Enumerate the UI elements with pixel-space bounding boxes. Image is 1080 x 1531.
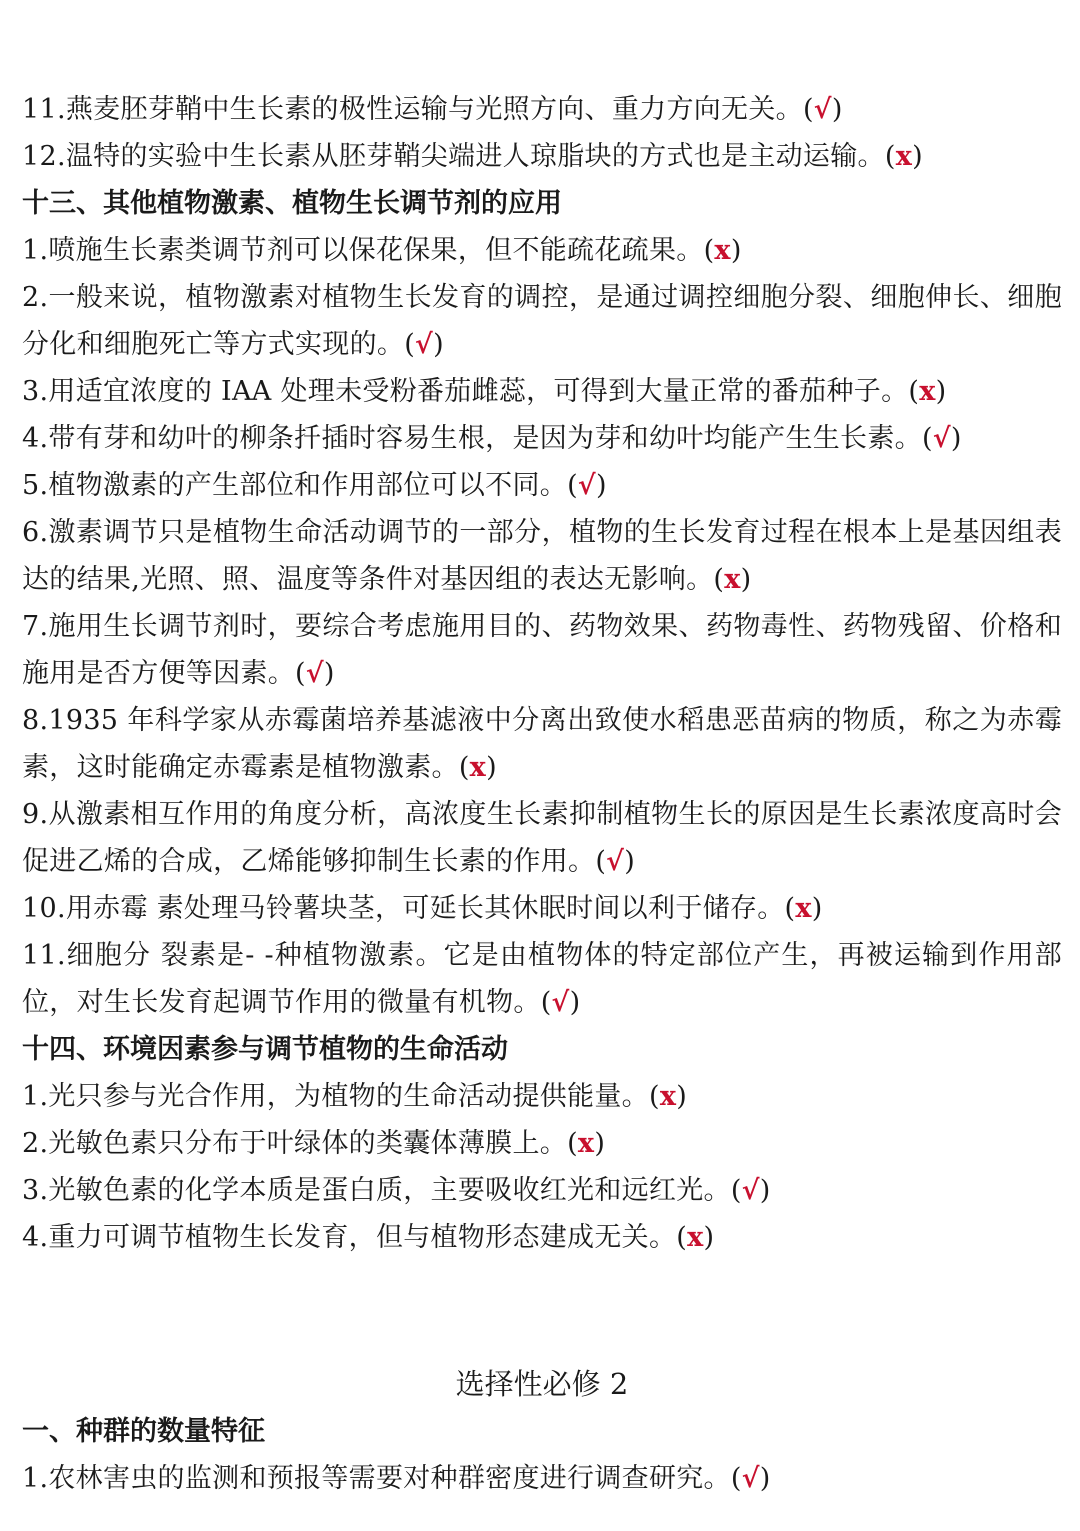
statement-text: 1.光只参与光合作用，为植物的生命活动提供能量。 [22,1081,649,1112]
open-paren: ( [567,1128,578,1159]
book-title: 选择性必修 2 [455,1367,629,1401]
document-page [22,86,1062,1502]
open-paren: ( [921,423,933,454]
statement-text: 2.一般来说，植物激素对植物生长发育的调控，是通过调控细胞分裂、细胞伸长、细胞分化和细胞死亡等方式实现的。 [22,282,1062,360]
statement-item [22,133,1062,180]
statement-text: 1.农林害虫的监测和预报等需要对种群密度进行调查研究。 [22,1463,731,1494]
answer-mark: √ [741,1463,760,1494]
statement-item [22,1120,1062,1167]
statement-text: 3.光敏色素的化学本质是蛋白质，主要吸收红光和远红光。 [22,1175,731,1206]
open-paren: ( [713,564,725,595]
statement-text: 4.带有芽和幼叶的柳条扦插时容易生根，是因为芽和幼叶均能产生生长素。 [22,423,922,454]
statement-item [22,227,1062,274]
close-paren: ) [676,1081,688,1112]
open-paren: ( [295,658,306,689]
open-paren: ( [730,1175,742,1206]
answer-mark: √ [551,987,570,1018]
section-heading-1: 一、种群的数量特征 [22,1416,265,1447]
statement-text: 8.1935 年科学家从赤霉菌培养基滤液中分离出致使水稻患恶苗病的物质，称之为赤霉素，这时能确定赤霉素是植物激素。 [22,705,1062,783]
statement-item [22,1455,1062,1502]
statement-text: 7.施用生长调节剂时，要综合考虑施用目的、药物效果、药物毒性、药物残留、价格和施用是否方便等因素。 [22,611,1062,689]
answer-mark: x [577,1128,595,1159]
answer-mark: √ [305,658,324,689]
statement-text: 10.用赤霉 素处理马铃薯块茎，可延长其休眠时间以利于储存。 [22,893,785,924]
statement-item [22,697,1062,791]
open-paren: ( [884,141,896,172]
statement-text: 3.用适宜浓度的 IAA 处理未受粉番茄雌蕊，可得到大量正常的番茄种子。 [22,376,909,407]
answer-mark: √ [415,329,434,360]
open-paren: ( [802,94,814,125]
statement-item [22,1073,1062,1120]
open-paren: ( [404,329,416,360]
open-paren: ( [730,1463,742,1494]
statement-item [22,791,1062,885]
close-paren: ) [569,987,581,1018]
statement-item [22,603,1062,697]
close-paren: ) [831,94,843,125]
open-paren: ( [784,893,796,924]
answer-mark: √ [606,846,625,877]
close-paren: ) [912,141,923,172]
statement-text: 9.从激素相互作用的角度分析，高浓度生长素抑制植物生长的原因是生长素浓度高时会促进乙烯的合成，乙烯能够抑制生长素的作用。 [22,799,1062,877]
statement-text: 11.燕麦胚芽鞘中生长素的极性运输与光照方向、重力方向无关。 [22,94,803,125]
answer-mark: √ [577,470,596,501]
statement-item [22,274,1062,368]
answer-mark: √ [813,94,832,125]
statement-text: 1.喷施生长素类调节剂可以保花保果，但不能疏花疏果。 [22,235,704,266]
statement-text: 11.细胞分 裂素是- -种植物激素。它是由植物体的特定部位产生，再被运输到作用部位，对生长发育起调节作用的微量有机物。 [22,940,1062,1018]
answer-mark: x [724,564,741,595]
close-paren: ) [935,376,947,407]
close-paren: ) [594,1128,606,1159]
statement-item [22,86,1062,133]
open-paren: ( [595,846,607,877]
answer-mark: x [919,376,936,407]
statement-item [22,368,1062,415]
blank-gap [22,1261,1062,1361]
statement-text: 12.温特的实验中生长素从胚芽鞘尖端进人琼脂块的方式也是主动运输。 [22,141,885,172]
statement-text: 6.激素调节只是植物生命活动调节的一部分，植物的生长发育过程在根本上是基因组表达的结果,光照、照、温度等条件对基因组的表达无影响。 [22,517,1062,595]
statement-text: 2.光敏色素只分布于叶绿体的类囊体薄膜上。 [22,1128,568,1159]
close-paren: ) [595,470,607,501]
close-paren: ) [811,893,823,924]
open-paren: ( [540,987,552,1018]
answer-mark: x [687,1222,704,1253]
answer-mark: x [469,752,487,783]
open-paren: ( [567,470,578,501]
open-paren: ( [908,376,920,407]
close-paren: ) [950,423,962,454]
close-paren: ) [703,1222,715,1253]
statement-item [22,885,1062,932]
answer-mark: x [714,235,731,266]
answer-mark: x [795,893,812,924]
statement-item [22,1167,1062,1214]
close-paren: ) [486,752,497,783]
close-paren: ) [740,564,752,595]
open-paren: ( [458,752,470,783]
statement-text: 4.重力可调节植物生长发育，但与植物形态建成无关。 [22,1222,677,1253]
close-paren: ) [730,235,742,266]
close-paren: ) [323,658,335,689]
answer-mark: √ [932,423,951,454]
close-paren: ) [433,329,444,360]
open-paren: ( [648,1081,660,1112]
close-paren: ) [759,1463,771,1494]
statement-item [22,932,1062,1026]
close-paren: ) [624,846,636,877]
open-paren: ( [676,1222,688,1253]
answer-mark: x [659,1081,677,1112]
statement-text: 5.植物激素的产生部位和作用部位可以不同。 [22,470,568,501]
answer-mark: x [895,141,913,172]
statement-item [22,509,1062,603]
statement-item [22,462,1062,509]
close-paren: ) [759,1175,771,1206]
answer-mark: √ [741,1175,760,1206]
statement-item [22,415,1062,462]
section-heading-14: 十四、环境因素参与调节植物的生命活动 [22,1034,508,1065]
open-paren: ( [703,235,715,266]
statement-item [22,1214,1062,1261]
section-heading-13: 十三、其他植物激素、植物生长调节剂的应用 [22,188,562,219]
